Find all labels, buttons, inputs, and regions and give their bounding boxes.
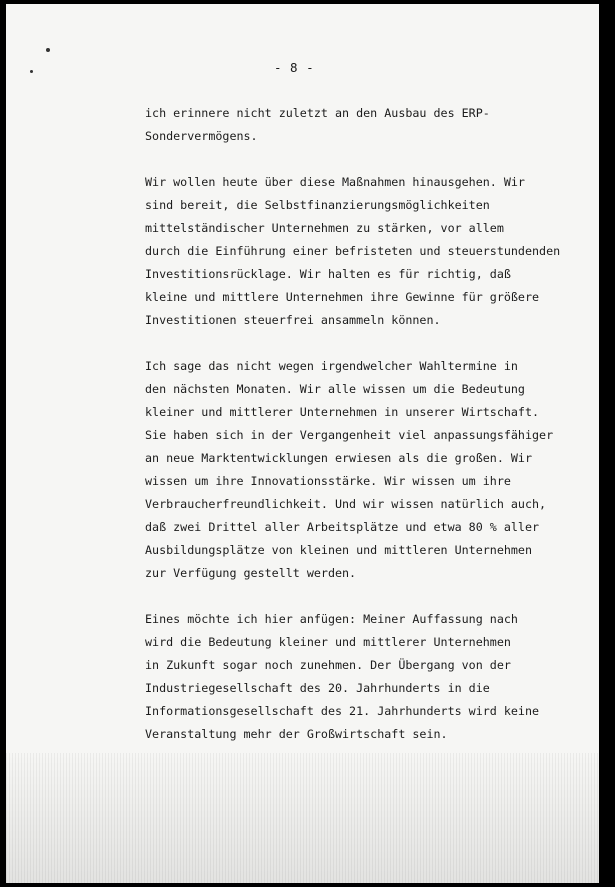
text-line: sind bereit, die Selbstfinanzierungsmöglichkeiten [145, 198, 490, 212]
text-line: mittelständischer Unternehmen zu stärken, vor allem [145, 221, 504, 235]
text-line: Informationsgesellschaft des 21. Jahrhunderts wird keine [145, 704, 540, 718]
text-line: Veranstaltung mehr der Großwirtschaft sein. [145, 727, 448, 741]
text-line: Sie haben sich in der Vergangenheit viel anpassungsfähiger [145, 428, 554, 442]
text-line: daß zwei Drittel aller Arbeitsplätze und etwa 80 % aller [145, 520, 540, 534]
text-line: durch die Einführung einer befristeten und steuerstundenden [145, 244, 561, 258]
scan-speck [30, 70, 33, 73]
page-number: - 8 - [274, 60, 315, 75]
text-line: den nächsten Monaten. Wir alle wissen um die Bedeutung [145, 382, 525, 396]
text-line: wissen um ihre Innovationsstärke. Wir wissen um ihre [145, 474, 511, 488]
document-body [145, 102, 575, 769]
paragraph [145, 171, 575, 332]
text-line: zur Verfügung gestellt werden. [145, 566, 357, 580]
text-line: an neue Marktentwicklungen erwiesen als die großen. Wir [145, 451, 533, 465]
text-line: Eines möchte ich hier anfügen: Meiner Auffassung nach [145, 612, 518, 626]
text-line: Industriegesellschaft des 20. Jahrhunderts in die [145, 681, 490, 695]
text-line: Sondervermögens. [145, 129, 258, 143]
paragraph [145, 608, 575, 746]
text-line: ich erinnere nicht zuletzt an den Ausbau des ERP- [145, 106, 490, 120]
paragraph [145, 102, 575, 148]
text-line: kleiner und mittlerer Unternehmen in unserer Wirtschaft. [145, 405, 540, 419]
text-line: Investitionsrücklage. Wir halten es für richtig, daß [145, 267, 511, 281]
text-line: Investitionen steuerfrei ansammeln können. [145, 313, 441, 327]
text-line: in Zukunft sogar noch zunehmen. Der Übergang von der [145, 658, 511, 672]
text-line: Ich sage das nicht wegen irgendwelcher Wahltermine in [145, 359, 518, 373]
text-line: kleine und mittlere Unternehmen ihre Gewinne für größere [145, 290, 540, 304]
text-line: Verbraucherfreundlichkeit. Und wir wissen natürlich auch, [145, 497, 547, 511]
document-page [6, 4, 599, 883]
text-line: wird die Bedeutung kleiner und mittlerer Unternehmen [145, 635, 511, 649]
paragraph [145, 355, 575, 585]
text-line: Ausbildungsplätze von kleinen und mittleren Unternehmen [145, 543, 533, 557]
scan-speck [46, 48, 50, 52]
text-line: Wir wollen heute über diese Maßnahmen hinausgehen. Wir [145, 175, 525, 189]
scan-border [599, 0, 615, 887]
